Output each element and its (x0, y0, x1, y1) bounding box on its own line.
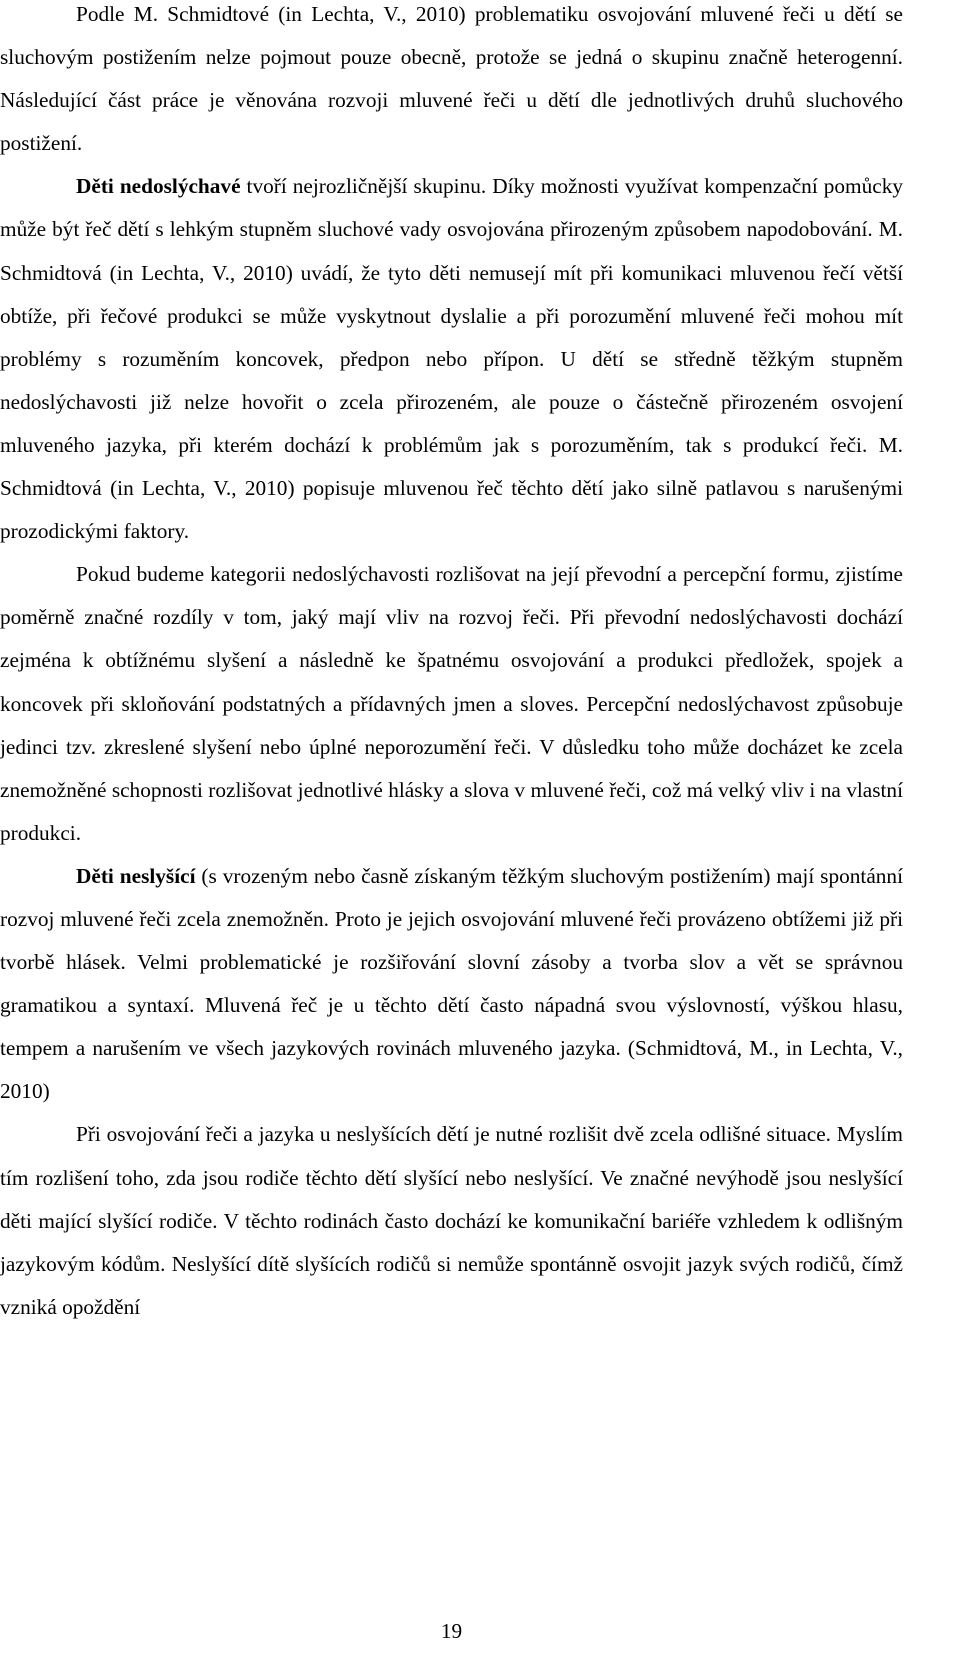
paragraph (0, 0, 903, 165)
bold-term: Děti nedoslýchavé (76, 174, 241, 199)
paragraph-text: tvoří nejrozličnější skupinu. Díky možnosti využívat kompenzační pomůcky může být řeč dětí s lehkým stupněm sluchové vady osvojována přirozeným způsobem napodobování. M. Schmidtová (in Lechta, V., 2010) uvádí, že tyto děti nemusejí mít při komunikaci mluvenou řečí větší obtíže, při řečové produkci se může vyskytnout dyslalie a při porozumění mluvené řeči mohou mít problémy s rozuměním koncovek, předpon nebo přípon. U dětí se středně těžkým stupněm nedoslýchavosti již nelze hovořit o zcela přirozeném, ale pouze o částečně přirozeném osvojení mluveného jazyka, při kterém dochází k problémům jak s porozuměním, tak s produkcí řeči. M. Schmidtová (in Lechta, V., 2010) popisuje mluvenou řeč těchto dětí jako silně patlavou s narušenými prozodickými faktory. (0, 174, 903, 544)
paragraph (0, 1113, 903, 1328)
paragraph (0, 165, 903, 553)
bold-term: Děti neslyšící (76, 863, 196, 888)
paragraph-text: Při osvojování řeči a jazyka u neslyšících dětí je nutné rozlišit dvě zcela odlišné situace. Myslím tím rozlišení toho, zda jsou rodiče těchto dětí slyšící nebo neslyšící. Ve značné nevýhodě jsou neslyšící děti mající slyšící rodiče. V těchto rodinách často dochází ke komunikační bariéře vzhledem k odlišným jazykovým kódům. Neslyšící dítě slyšících rodičů si nemůže spontánně osvojit jazyk svých rodičů, čímž vzniká opoždění (0, 1122, 903, 1319)
paragraph-text: Pokud budeme kategorii nedoslýchavosti rozlišovat na její převodní a percepční formu, zjistíme poměrně značné rozdíly v tom, jaký mají vliv na rozvoj řeči. Při převodní nedoslýchavosti dochází zejména k obtížnému slyšení a následně ke špatnému osvojování a produkci předložek, spojek a koncovek při skloňování podstatných a přídavných jmen a sloves. Percepční nedoslýchavost způsobuje jedinci tzv. zkreslené slyšení nebo úplné neporozumění řeči. V důsledku toho může docházet ke zcela znemožněné schopnosti rozlišovat jednotlivé hlásky a slova v mluvené řeči, což má velký vliv i na vlastní produkci. (0, 562, 903, 845)
paragraph (0, 855, 903, 1114)
paragraph-text: Podle M. Schmidtové (in Lechta, V., 2010) problematiku osvojování mluvené řeči u dětí se sluchovým postižením nelze pojmout pouze obecně, protože se jedná o skupinu značně heterogenní. Následující část práce je věnována rozvoji mluvené řeči u dětí dle jednotlivých druhů sluchového postižení. (0, 2, 903, 156)
page-number: 19 (440, 1619, 463, 1643)
paragraph-text: (s vrozeným nebo časně získaným těžkým sluchovým postižením) mají spontánní rozvoj mluvené řeči zcela znemožněn. Proto je jejich osvojování mluvené řeči provázeno obtížemi již při tvorbě hlásek. Velmi problematické je rozšiřování slovní zásoby a tvorba slov a vět se správnou gramatikou a syntaxí. Mluvená řeč je u těchto dětí často nápadná svou výslovností, výškou hlasu, tempem a narušením ve všech jazykových rovinách mluveného jazyka. (Schmidtová, M., in Lechta, V., 2010) (0, 863, 903, 1104)
paragraph (0, 553, 903, 855)
